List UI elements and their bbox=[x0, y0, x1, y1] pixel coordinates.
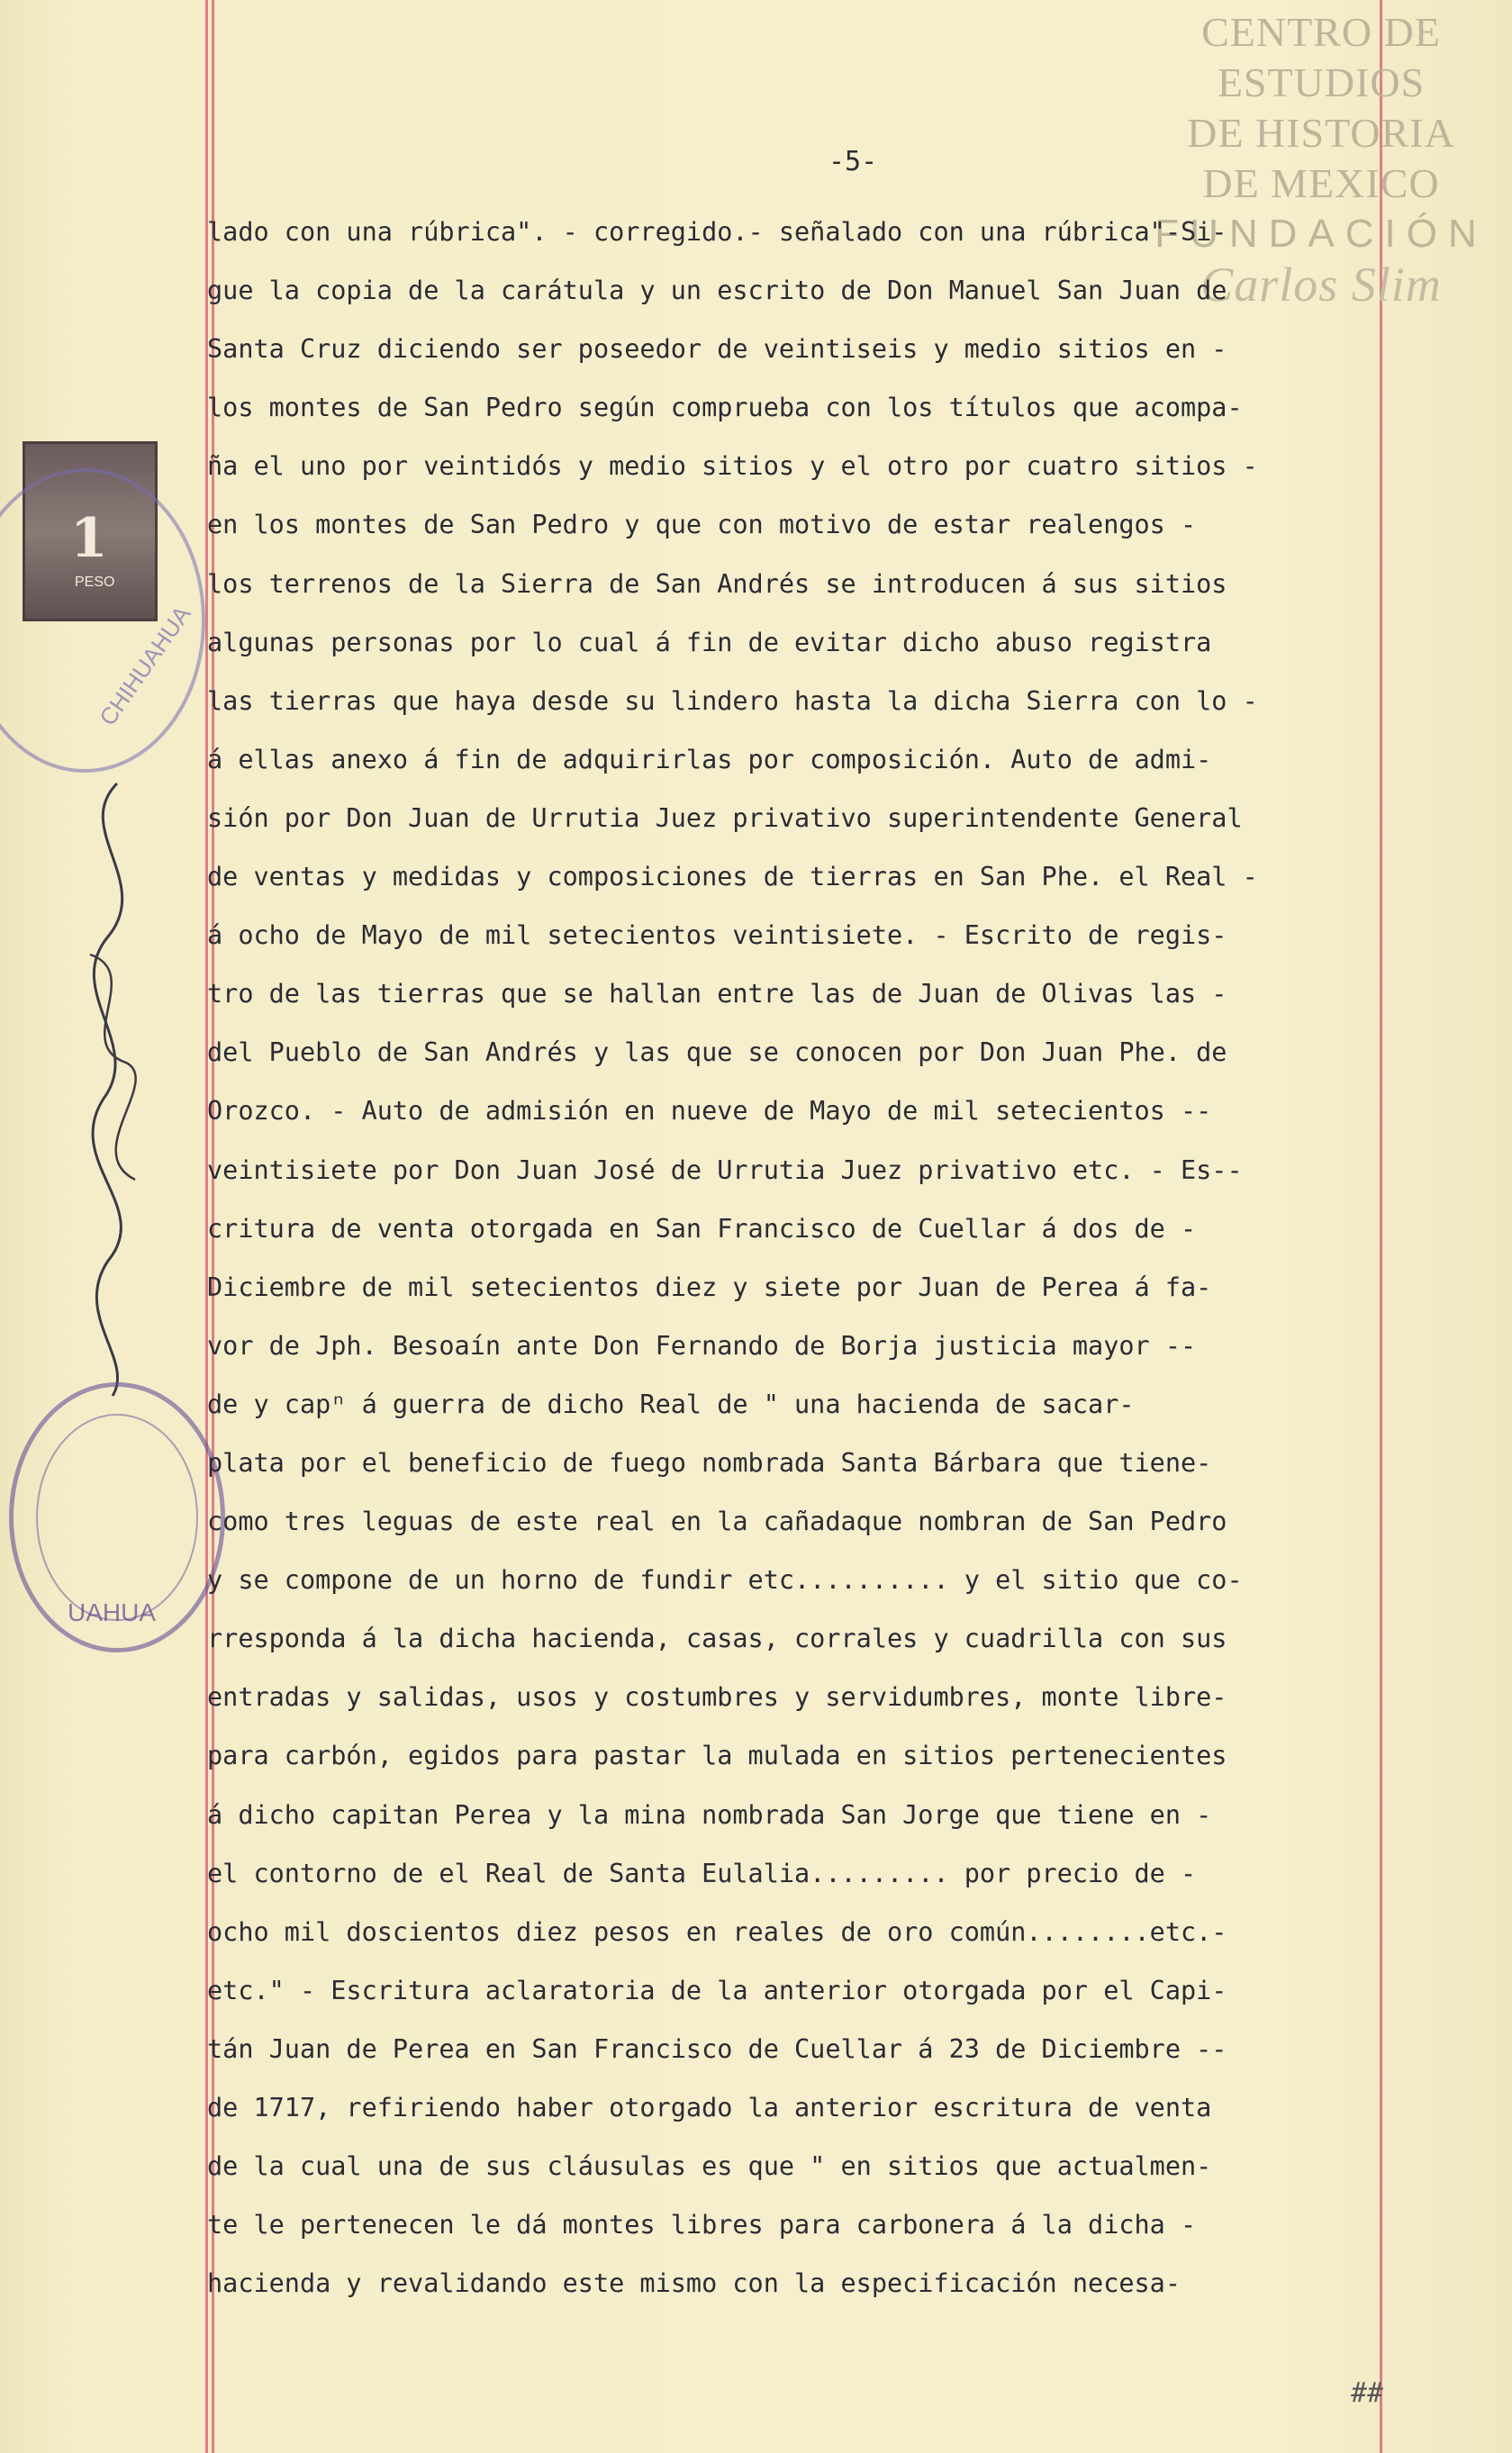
text-line: algunas personas por lo cual á fin de evitar dicho abuso registra bbox=[207, 627, 1212, 657]
text-line: de ventas y medidas y composiciones de tierras en San Phe. el Real - bbox=[207, 862, 1258, 892]
text-line: vor de Jph. Besoaín ante Don Fernando de Borja justicia mayor -- bbox=[207, 1330, 1197, 1361]
text-line: veintisiete por Don Juan José de Urrutia Juez privativo etc. - Es-- bbox=[207, 1154, 1243, 1185]
text-line: etc." - Escritura aclaratoria de la anterior otorgada por el Capi- bbox=[207, 1975, 1227, 2005]
watermark-line: ESTUDIOS bbox=[1217, 59, 1426, 105]
text-line: los montes de San Pedro según comprueba con los títulos que acompa- bbox=[207, 393, 1243, 423]
document-body bbox=[207, 203, 1400, 2313]
text-line: Santa Cruz diciendo ser poseedor de veintiseis y medio sitios en - bbox=[207, 334, 1227, 365]
seal-text: UAHUA bbox=[68, 1598, 157, 1626]
text-line: á dicho capitan Perea y la mina nombrada San Jorge que tiene en - bbox=[207, 1799, 1212, 1830]
text-line: de 1717, refiriendo haber otorgado la anterior escritura de venta bbox=[207, 2093, 1212, 2123]
text-line: Diciembre de mil setecientos diez y siete por Juan de Perea á fa- bbox=[207, 1272, 1212, 1302]
text-line: las tierras que haya desde su lindero hasta la dicha Sierra con lo - bbox=[207, 685, 1258, 716]
margin-signature bbox=[54, 774, 171, 1405]
text-line: para carbón, egidos para pastar la mulada en sitios pertenecientes bbox=[207, 1741, 1227, 1771]
text-line: plata por el beneficio de fuego nombrada Santa Bárbara que tiene- bbox=[207, 1447, 1212, 1478]
seal-text: CHIHUAHUA bbox=[94, 601, 196, 731]
text-line: y se compone de un horno de fundir etc.......... y el sitio que co- bbox=[207, 1565, 1243, 1596]
text-line: tán Juan de Perea en San Francisco de Cuellar á 23 de Diciembre -- bbox=[207, 2033, 1227, 2064]
text-line: de la cual una de sus cláusulas es que " en sitios que actualmen- bbox=[207, 2151, 1212, 2182]
text-line: ocho mil doscientos diez pesos en reales de oro común........etc.- bbox=[207, 1916, 1227, 1947]
watermark-line: CENTRO DE bbox=[1201, 9, 1441, 55]
text-line: á ocho de Mayo de mil setecientos veintisiete. - Escrito de regis- bbox=[207, 920, 1227, 951]
text-line: en los montes de San Pedro y que con motivo de estar realengos - bbox=[207, 510, 1197, 540]
text-line: Orozco. - Auto de admisión en nueve de Mayo de mil setecientos -- bbox=[207, 1096, 1212, 1127]
text-line: de y capⁿ á guerra de dicho Real de " una hacienda de sacar- bbox=[207, 1389, 1135, 1419]
text-line: gue la copia de la carátula y un escrito de Don Manuel San Juan de bbox=[207, 276, 1227, 306]
seal-ring bbox=[36, 1414, 198, 1621]
watermark-line: DE MEXICO bbox=[1202, 160, 1440, 206]
watermark-line: FUNDACIÓN bbox=[1154, 212, 1488, 256]
watermark-signature: Carlos Slim bbox=[1200, 258, 1442, 312]
stamp-unit: PESO bbox=[75, 575, 115, 590]
text-line: del Pueblo de San Andrés y las que se conocen por Don Juan Phe. de bbox=[207, 1037, 1227, 1068]
watermark-line: DE HISTORIA bbox=[1187, 110, 1455, 156]
text-line: á ellas anexo á fin de adquirirlas por composición. Auto de admi- bbox=[207, 744, 1212, 774]
text-line: entradas y salidas, usos y costumbres y servidumbres, monte libre- bbox=[207, 1682, 1227, 1713]
text-line: ña el uno por veintidós y medio sitios y el otro por cuatro sitios - bbox=[207, 451, 1258, 482]
text-line: rresponda á la dicha hacienda, casas, corrales y cuadrilla con sus bbox=[207, 1624, 1227, 1654]
text-line: te le pertenecen le dá montes libres para carbonera á la dicha - bbox=[207, 2210, 1197, 2240]
text-line: hacienda y revalidando este mismo con la especificación necesa- bbox=[207, 2268, 1181, 2299]
text-line: critura de venta otorgada en San Francisco de Cuellar á dos de - bbox=[207, 1213, 1197, 1244]
text-line: lado con una rúbrica". - corregido.- señalado con una rúbrica"-Si- bbox=[207, 217, 1227, 247]
notary-seal-bottom bbox=[9, 1382, 225, 1652]
text-line: tro de las tierras que se hallan entre las de Juan de Olivas las - bbox=[207, 979, 1227, 1009]
text-line: como tres leguas de este real en la cañadaque nombran de San Pedro bbox=[207, 1507, 1227, 1537]
end-mark: ## bbox=[1351, 2377, 1384, 2409]
notary-seal-top bbox=[0, 468, 205, 773]
text-line: los terrenos de la Sierra de San Andrés se introducen á sus sitios bbox=[207, 568, 1227, 599]
page-number: -5- bbox=[828, 146, 878, 177]
text-line: el contorno de el Real de Santa Eulalia......... por precio de - bbox=[207, 1858, 1197, 1888]
text-line: sión por Don Juan de Urrutia Juez privativo superintendente General bbox=[207, 802, 1243, 833]
stamp-denomination: 1 bbox=[70, 507, 108, 570]
